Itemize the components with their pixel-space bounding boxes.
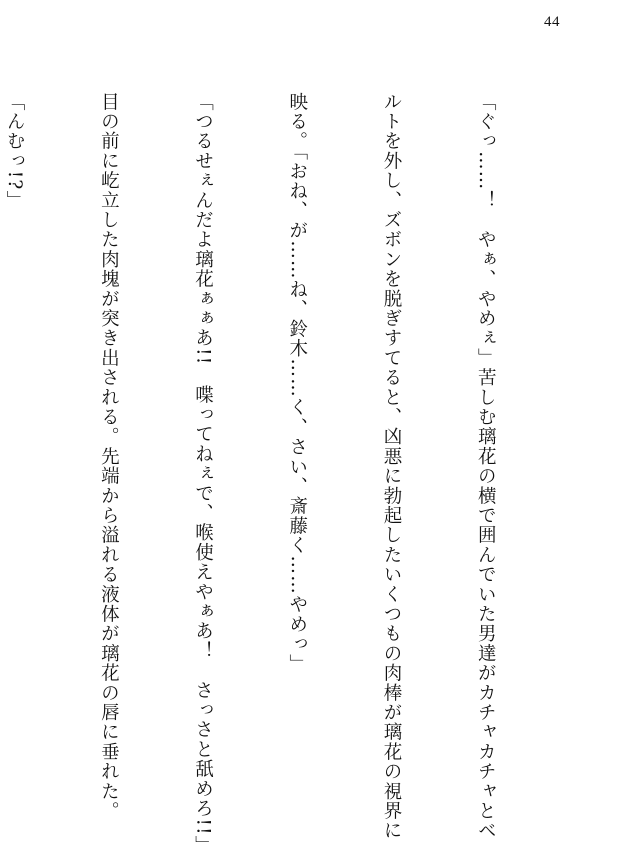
text-line: 「ぐっ……！ やぁ、やめぇ」苦しむ璃花の横で囲んでいた男達がカチャカチャとベ — [475, 92, 497, 841]
text-line: 「つるせぇんだよ璃花ぁぁあ!! 喋ってねぇで、喉使えやぁあ！ さっさと舐めろ!!」 — [192, 92, 214, 856]
text-line: 目の前に屹立した肉塊が突き出される。先端から溢れる液体が璃花の唇に垂れた。 — [98, 92, 120, 821]
body-text — [0, 92, 564, 856]
text-line: ルトを外し、ズボンを脱ぎすてると、凶悪に勃起したいくつもの肉棒が璃花の視界に — [380, 92, 402, 841]
text-line: 「んむっ!?」 — [4, 92, 26, 211]
page-number: 44 — [544, 14, 560, 30]
text-line: 映る。「おね、が……ね、鈴木……く、さい、斎藤く……やめっ」 — [286, 92, 308, 674]
